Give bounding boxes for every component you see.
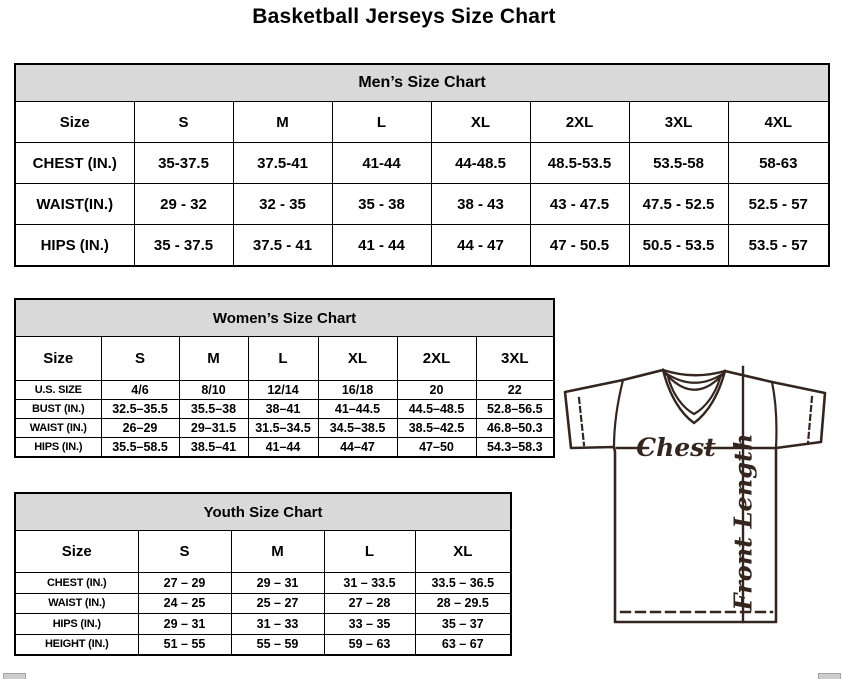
size-cell: 22 xyxy=(476,381,554,400)
size-cell: 8/10 xyxy=(179,381,248,400)
size-cell: 37.5-41 xyxy=(233,143,332,184)
table-title-row xyxy=(15,64,829,102)
size-cell: 41–44 xyxy=(248,438,318,458)
table-row xyxy=(15,573,511,594)
col-header-size: Size xyxy=(15,337,101,381)
armhole-seam-right xyxy=(772,382,777,448)
size-cell: 55 – 59 xyxy=(231,634,324,655)
size-cell: 44 - 47 xyxy=(431,225,530,267)
womens-size-table xyxy=(14,298,555,458)
row-label: WAIST (IN.) xyxy=(15,593,138,614)
row-label: HIPS (IN.) xyxy=(15,614,138,635)
col-header: L xyxy=(324,531,415,573)
scrollbar-right-button[interactable] xyxy=(818,673,841,679)
size-cell: 12/14 xyxy=(248,381,318,400)
size-cell: 63 – 67 xyxy=(415,634,511,655)
size-cell: 44.5–48.5 xyxy=(397,400,476,419)
mens-size-table xyxy=(14,63,830,267)
armhole-seam-left xyxy=(614,380,623,447)
chest-label: Chest xyxy=(636,433,716,462)
size-cell: 44-48.5 xyxy=(431,143,530,184)
size-cell: 37.5 - 41 xyxy=(233,225,332,267)
size-cell: 27 – 29 xyxy=(138,573,231,594)
size-cell: 26–29 xyxy=(101,419,179,438)
jersey-outline xyxy=(565,370,825,622)
womens-table-title: Women’s Size Chart xyxy=(15,299,554,337)
col-header: XL xyxy=(431,102,530,143)
mens-table-title: Men’s Size Chart xyxy=(15,64,829,102)
size-cell: 35-37.5 xyxy=(134,143,233,184)
table-row xyxy=(15,381,554,400)
size-cell: 35 - 38 xyxy=(332,184,431,225)
size-cell: 47.5 - 52.5 xyxy=(629,184,728,225)
cuff-dashed-line-left xyxy=(579,398,584,445)
col-header: XL xyxy=(318,337,397,381)
size-cell: 31 – 33.5 xyxy=(324,573,415,594)
size-cell: 33.5 – 36.5 xyxy=(415,573,511,594)
table-row xyxy=(15,400,554,419)
size-cell: 29 – 31 xyxy=(138,614,231,635)
row-label: CHEST (IN.) xyxy=(15,143,134,184)
size-cell: 4/6 xyxy=(101,381,179,400)
table-row xyxy=(15,225,829,267)
table-header-row xyxy=(15,531,511,573)
size-cell: 16/18 xyxy=(318,381,397,400)
table-row xyxy=(15,419,554,438)
size-cell: 29–31.5 xyxy=(179,419,248,438)
col-header: M xyxy=(233,102,332,143)
size-cell: 24 – 25 xyxy=(138,593,231,614)
table-row xyxy=(15,634,511,655)
col-header: L xyxy=(332,102,431,143)
col-header: S xyxy=(134,102,233,143)
size-cell: 46.8–50.3 xyxy=(476,419,554,438)
row-label: BUST (IN.) xyxy=(15,400,101,419)
size-cell: 52.5 - 57 xyxy=(728,184,829,225)
row-label: HIPS (IN.) xyxy=(15,225,134,267)
col-header: 2XL xyxy=(397,337,476,381)
table-row xyxy=(15,184,829,225)
row-label: HEIGHT (IN.) xyxy=(15,634,138,655)
table-title-row xyxy=(15,493,511,531)
col-header-size: Size xyxy=(15,531,138,573)
col-header: 4XL xyxy=(728,102,829,143)
size-cell: 31 – 33 xyxy=(231,614,324,635)
size-cell: 20 xyxy=(397,381,476,400)
col-header: XL xyxy=(415,531,511,573)
table-title-row xyxy=(15,299,554,337)
col-header-size: Size xyxy=(15,102,134,143)
col-header: L xyxy=(248,337,318,381)
size-cell: 47 - 50.5 xyxy=(530,225,629,267)
table-row xyxy=(15,143,829,184)
size-cell: 50.5 - 53.5 xyxy=(629,225,728,267)
row-label: HIPS (IN.) xyxy=(15,438,101,458)
size-cell: 41–44.5 xyxy=(318,400,397,419)
table-row xyxy=(15,614,511,635)
col-header: 3XL xyxy=(629,102,728,143)
size-cell: 25 – 27 xyxy=(231,593,324,614)
col-header: M xyxy=(179,337,248,381)
size-cell: 54.3–58.3 xyxy=(476,438,554,458)
size-cell: 38.5–42.5 xyxy=(397,419,476,438)
row-label: WAIST (IN.) xyxy=(15,419,101,438)
size-cell: 44–47 xyxy=(318,438,397,458)
size-cell: 28 – 29.5 xyxy=(415,593,511,614)
size-cell: 38 - 43 xyxy=(431,184,530,225)
size-cell: 43 - 47.5 xyxy=(530,184,629,225)
size-cell: 35.5–38 xyxy=(179,400,248,419)
size-cell: 38–41 xyxy=(248,400,318,419)
size-cell: 35.5–58.5 xyxy=(101,438,179,458)
row-label: U.S. SIZE xyxy=(15,381,101,400)
size-cell: 29 - 32 xyxy=(134,184,233,225)
front-length-label: Front Length xyxy=(728,433,758,611)
jersey-measurement-diagram xyxy=(559,364,841,666)
col-header: S xyxy=(138,531,231,573)
size-cell: 38.5–41 xyxy=(179,438,248,458)
size-cell: 41 - 44 xyxy=(332,225,431,267)
size-cell: 41-44 xyxy=(332,143,431,184)
cuff-dashed-line-right xyxy=(808,397,812,443)
size-cell: 33 – 35 xyxy=(324,614,415,635)
row-label: WAIST(IN.) xyxy=(15,184,134,225)
size-cell: 31.5–34.5 xyxy=(248,419,318,438)
size-cell: 35 - 37.5 xyxy=(134,225,233,267)
size-cell: 53.5-58 xyxy=(629,143,728,184)
collar-top-arc xyxy=(663,370,725,375)
row-label: CHEST (IN.) xyxy=(15,573,138,594)
scrollbar-left-button[interactable] xyxy=(3,673,26,679)
youth-size-table xyxy=(14,492,512,656)
table-header-row xyxy=(15,337,554,381)
table-header-row xyxy=(15,102,829,143)
table-row xyxy=(15,593,511,614)
table-row xyxy=(15,438,554,458)
page-title: Basketball Jerseys Size Chart xyxy=(252,5,556,28)
col-header: S xyxy=(101,337,179,381)
size-cell: 27 – 28 xyxy=(324,593,415,614)
size-cell: 59 – 63 xyxy=(324,634,415,655)
size-cell: 53.5 - 57 xyxy=(728,225,829,267)
size-cell: 29 – 31 xyxy=(231,573,324,594)
size-cell: 35 – 37 xyxy=(415,614,511,635)
size-cell: 32 - 35 xyxy=(233,184,332,225)
col-header: 2XL xyxy=(530,102,629,143)
size-cell: 48.5-53.5 xyxy=(530,143,629,184)
size-cell: 51 – 55 xyxy=(138,634,231,655)
size-cell: 34.5–38.5 xyxy=(318,419,397,438)
col-header: M xyxy=(231,531,324,573)
size-cell: 47–50 xyxy=(397,438,476,458)
size-cell: 32.5–35.5 xyxy=(101,400,179,419)
youth-table-title: Youth Size Chart xyxy=(15,493,511,531)
size-cell: 52.8–56.5 xyxy=(476,400,554,419)
size-cell: 58-63 xyxy=(728,143,829,184)
col-header: 3XL xyxy=(476,337,554,381)
